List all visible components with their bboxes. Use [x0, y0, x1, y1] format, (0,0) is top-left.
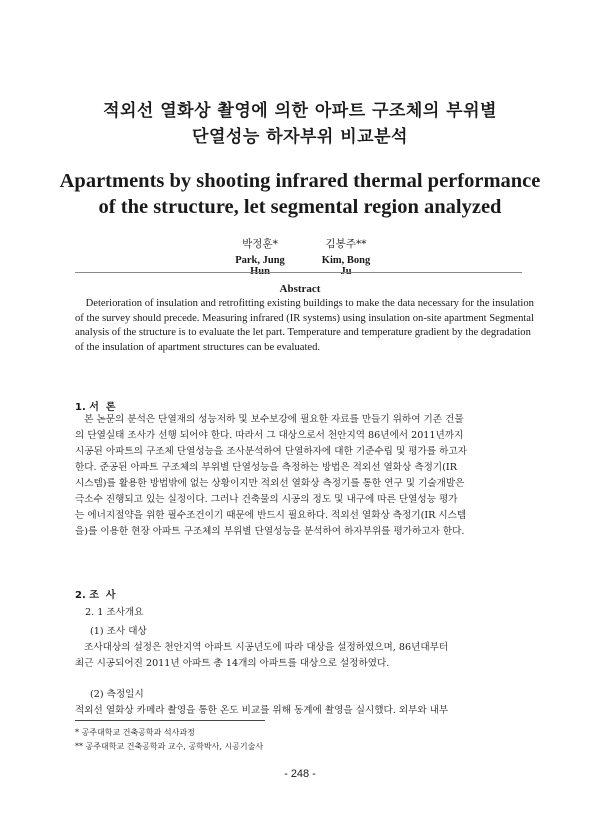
item-1-body — [75, 640, 525, 672]
body-line: 을)를 이용한 현장 아파트 구조체의 부위별 단열성능을 분석하여 하자부위를 평가하고자 한다. — [75, 526, 465, 537]
korean-title-line-1: 적외선 열화상 촬영에 의한 아파트 구조체의 부위별 — [103, 101, 497, 121]
body-line: 최근 시공되어진 2011년 아파트 총 14개의 아파트를 대상으로 설정하였다. — [75, 658, 390, 669]
footnote-2: ** 공주대학교 건축공학과 교수, 공학박사, 시공기술사 — [75, 742, 264, 751]
section-2-heading: 2. 조 사 — [75, 590, 116, 601]
abstract-line: analysis of the structure is to evaluate the let part. Temperature and temperature gradient by the degradation — [75, 327, 531, 338]
page-number: - 248 - — [284, 768, 316, 780]
body-line: 적외선 열화상 카메라 촬영을 통한 온도 비교를 위해 동계에 촬영을 실시했다. 외부와 내부 — [75, 705, 449, 716]
author-1 — [225, 236, 295, 277]
section-1-body — [75, 412, 525, 540]
abstract-line: of the insulation of apartment structures can be evaluated. — [75, 341, 321, 353]
body-line: 한다. 준공된 아파트 구조체의 부위별 단열성능을 측정하는 방법은 적외선 열화상 측정기(IR — [75, 462, 457, 473]
korean-title-line-2: 단열성능 하자부위 비교분석 — [192, 127, 408, 147]
abstract-body — [75, 297, 534, 355]
body-line: 본 논문의 분석은 단열재의 성능저하 및 보수보강에 필요한 자료를 만들기 위하여 기존 건물 — [75, 414, 464, 425]
section-1-heading: 1. 서 론 — [75, 402, 116, 413]
item-2-body — [75, 703, 525, 719]
item-2-heading: (2) 측정일시 — [90, 689, 144, 700]
body-line: 시공된 아파트의 구조체 단열성능을 조사분석하여 단열하자에 대한 기준수립 및 평가를 하고자 — [75, 446, 467, 457]
subsection-2-1-heading: 2. 1 조사개요 — [85, 607, 144, 618]
body-line: 시스템)를 활용한 방법밖에 없는 상황이지만 적외선 열화상 측정기를 통한 연구 및 기술개발은 — [75, 478, 465, 489]
abstract-line: of the survey should precede. Measuring infrared (IR systems) using insulation on-site apartment Segmental — [75, 312, 534, 324]
footnote-1: * 공주대학교 건축공학과 석사과정 — [75, 728, 195, 737]
body-line: 극소수 진행되고 있는 실정이다. 그러나 건축물의 시공의 정도 및 내구에 따른 단열성능 평가 — [75, 494, 458, 505]
author-1-name-ko: 박정훈* — [242, 238, 278, 250]
item-1-heading: (1) 조사 대상 — [90, 626, 147, 637]
author-2-name-en: Kim, Bong Ju — [321, 255, 371, 277]
author-2 — [316, 236, 376, 277]
abstract-line: Deterioration of insulation and retrofitting existing buildings to make the data necessary for the insulation — [75, 298, 534, 309]
abstract-heading: Abstract — [279, 283, 321, 295]
footnote-divider — [75, 720, 265, 721]
english-title-line-2: of the structure, let segmental region analyzed — [98, 196, 502, 218]
title-divider — [75, 272, 522, 273]
english-title-line-1: Apartments by shooting infrared thermal performance — [59, 170, 541, 192]
body-line: 는 에너지절약을 위한 필수조건이기 때문에 반드시 필요하다. 적외선 열화상 측정기(IR 시스템 — [75, 510, 467, 521]
author-1-name-en: Park, Jung Hun — [235, 255, 285, 277]
body-line: 조사대상의 설정은 천안지역 아파트 시공년도에 따라 대상을 설정하였으며, 86년대부터 — [75, 642, 449, 653]
author-2-name-ko: 김봉주** — [325, 238, 367, 250]
body-line: 의 단열실태 조사가 선행 되어야 한다. 따라서 그 대상으로서 천안지역 86년에서 2011년까지 — [75, 430, 464, 441]
